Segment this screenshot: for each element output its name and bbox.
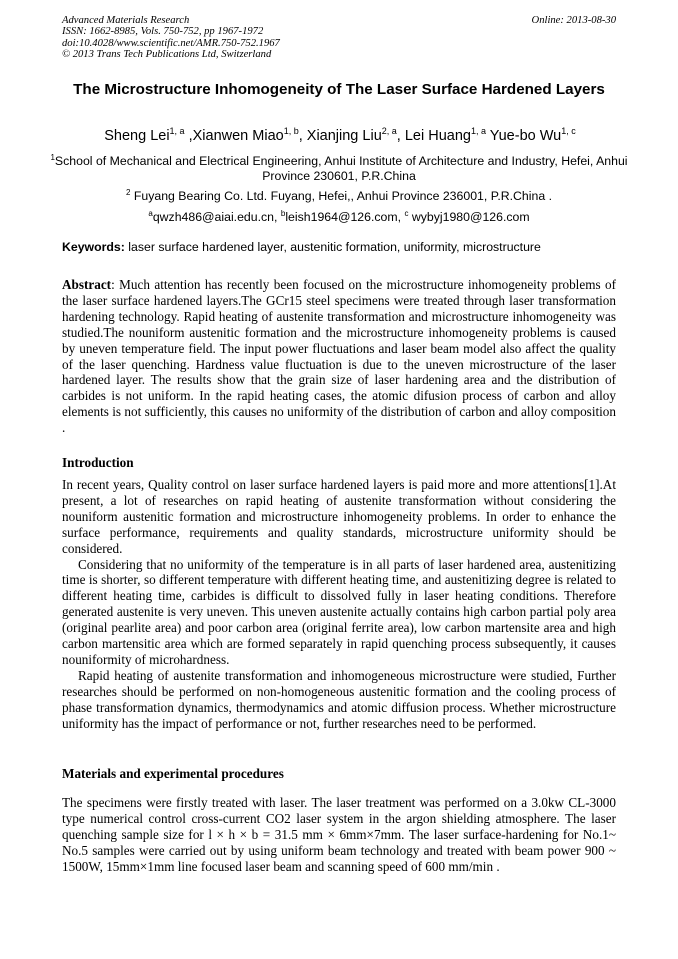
author-emails: $^a$qwzh486@aiai.edu.cn, $^b$leish1964@126.com, $^c$ wybyj1980@126.com — [148, 209, 530, 225]
paper-title: The Microstructure Inhomogeneity of The Laser Surface Hardened Layers — [73, 81, 605, 98]
author-affiliation-mark: 1, a — [470, 126, 486, 136]
issn-line: ISSN: 1662-8985, Vols. 750-752, pp 1967-1972 — [62, 26, 264, 38]
author-name: Xianwen Miao — [192, 127, 284, 144]
paragraph: Considering that no uniformity of the temperature is in all parts of laser hardened area, austenitizing time is shorter, so different temperature with different heating time, and austenitizing degree is related to different heating time, carbides is difficult to dissolved fully in laser heating conditions. Therefore generated austenite is very uneven. This uneven austenite actually contains high carbon partial poly area (original pearlite area) and poor carbon area (original ferrite area), low carbon martensite area and high carbon martensitic area which are formed separately in rapid quenching process subsequently, it causes nouniformity of microhardness. — [62, 556, 616, 667]
materials-heading: Materials and experimental procedures — [62, 766, 284, 781]
doi-line[interactable]: doi:10.4028/www.scientific.net/AMR.750-752.1967 — [62, 37, 280, 49]
author-name: Yue-bo Wu — [489, 127, 562, 144]
author-name: Lei Huang — [404, 127, 471, 144]
abstract-label: Abstract — [62, 277, 112, 292]
copyright-line: © 2013 Trans Tech Publications Ltd, Switzerland — [62, 48, 272, 60]
author-affiliation-mark: 1, a — [169, 126, 185, 136]
journal-name: Advanced Materials Research — [62, 15, 190, 26]
author-name: Sheng Lei — [104, 127, 170, 144]
keywords-label: Keywords: — [62, 240, 125, 254]
abstract-text: : Much attention has recently been focused on the microstructure inhomogeneity problems of the laser surface hardened layers.The GCr15 steel specimens were treated through laser transformation hardening technology. Rapid heating of austenite transformation and microstructure inhomogeneity was studied.The nouniform austenitic formation and the microstructure inhomogeneity problems is caused by uneven temperature field. The input power fluctuations and laser beam model also affect the quality of the laser quenching. Hardness value fluctuation is due to the uneven microstructure of the laser hardened layer. The results show that the grain size of laser hardening area and the distribution of carbides is not uniform. In the rapid heating cases, the atomic difusion process of carbon and alloy elements is not sufficiently, this causes no uniformity of the distribution of carbon and alloy composition . — [62, 277, 616, 436]
paragraph: Rapid heating of austenite transformation and inhomogeneous microstructure were studied, Further researches should be performed on non-homogeneous austenitic formation and the cooling process of phase transformation dynamics, thermodynamics and atomic diffusion process. Whether microstructure uniformity has the impact of performance or not, further researches need to be performed. — [62, 667, 616, 731]
email-link[interactable]: leish1964@126.com, — [285, 210, 405, 225]
materials-section: The specimens were firstly treated with laser. The laser treatment was performed on a 3.0kw CL-3000 type numerical control cross-current CO2 laser system in the argon shielding atmosphere. The laser quenching sample size for l × h × b = 31.5 mm × 6mm×7mm. The laser surface-hardening for No.1~ No.5 samples were carried out by using uniform beam technology and treated with beam power 900 ~ 1500W, 15mm×1mm line focused laser beam and scanning speed of 600 mm/min . — [62, 795, 616, 874]
email-link[interactable]: qwzh486@aiai.edu.cn, — [152, 210, 281, 225]
paragraph: In recent years, Quality control on laser surface hardened layers is paid more and more attentions[1].At present, a lot of researches on rapid heating of austenite transformation without considering the nouniform austenitic formation and microstructure inhomogeneity problems. In order to enhance the surface performance, requirements and quality standards, microstructure uniformity should be considered. — [62, 477, 616, 556]
online-date: Online: 2013-08-30 — [531, 15, 616, 26]
affiliation-1: $^1$School of Mechanical and Electrical Engineering, Anhui Institute of Architecture and Industry, Hefei, Anhui Province 230601, P.R.China — [50, 153, 628, 184]
keywords-text: laser surface hardened layer, austenitic formation, uniformity, microstructure — [124, 240, 541, 254]
author-list: Sheng Lei$^{1, a}$ ,Xianwen Miao$^{1, b}$, Xianjing Liu$^{2, a}$, Lei Huang$^{1, a}$ Yue-bo Wu$^{1, c}$ — [104, 126, 576, 144]
keywords-line — [62, 240, 616, 255]
affiliation-2: $^2$ Fuyang Bearing Co. Ltd. Fuyang, Hefei,, Anhui Province 236001, P.R.China . — [126, 188, 552, 204]
author-affiliation-mark: 2, a — [381, 126, 397, 136]
author-affiliation-mark: 1, c — [561, 126, 576, 136]
introduction-section — [62, 477, 616, 732]
abstract-section — [62, 277, 616, 436]
journal-header — [62, 15, 616, 60]
introduction-heading: Introduction — [62, 455, 134, 470]
author-name: Xianjing Liu — [306, 127, 382, 144]
email-link[interactable]: wybyj1980@126.com — [408, 210, 530, 225]
author-affiliation-mark: 1, b — [283, 126, 299, 136]
